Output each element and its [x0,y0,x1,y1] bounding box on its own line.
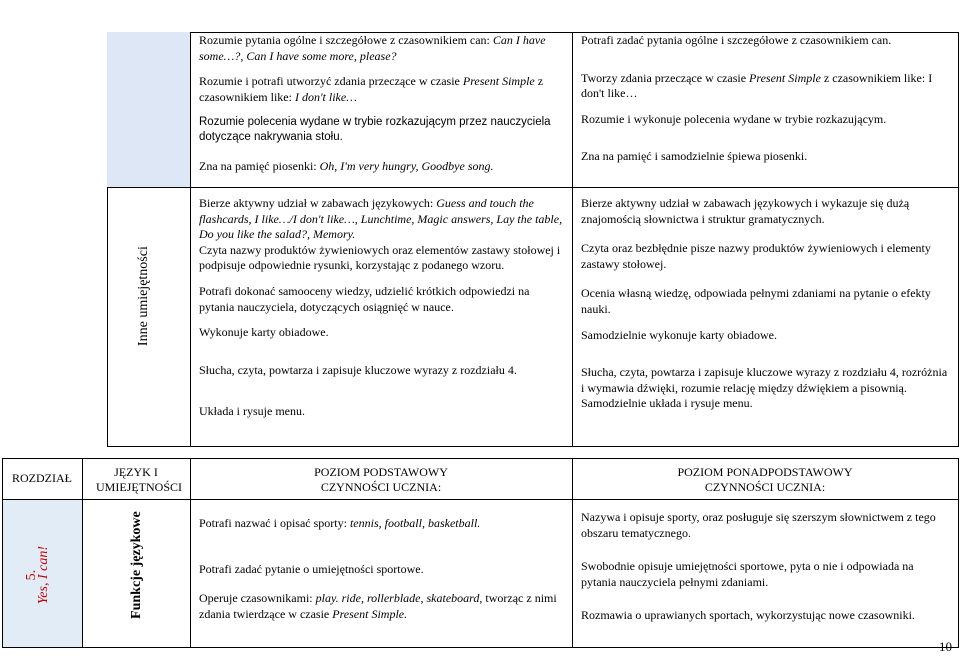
chapter-title: Yes, I can! [35,546,51,605]
header-advanced-level: POZIOM PONADPODSTAWOWY CZYNNOŚCI UCZNIA: [677,465,853,494]
lower-right-p2: Swobodnie opisuje umiejętności sportowe, pyta o nie i odpowiada na pytania nauczyciela pełnymi zdaniami. [581,559,914,589]
mid-right-p6: Samodzielnie układa i rysuje menu. [581,396,753,411]
header-basic-level: POZIOM PODSTAWOWY CZYNNOŚCI UCZNIA: [314,465,448,494]
skill-label: Funkcje językowe [128,511,144,619]
mid-left-p6: Układa i rysuje menu. [199,404,305,419]
lower-left-p3: Operuje czasownikami: play. ride, rollerblade, skateboard, tworząc z nimi zdania twierdzące w czasie Present Simple. [199,591,557,621]
top-right-p3: Rozumie i wykonuje polecenia wydane w trybie rozkazującym. [581,111,887,126]
mid-right-cell [575,196,957,422]
section-label: Inne umiejętności [135,246,151,347]
header-chapter: ROZDZIAŁ [12,471,72,485]
lower-right-cell [575,510,957,634]
mid-left-p1: Bierze aktywny udział w zabawach językowych: Guess and touch the flashcards, I like…/I don't like…, Lunchtime, Magic answers, Lay the table, Do you like the salad?, Memory. [199,196,563,242]
top-right-p4: Zna na pamięć i samodzielnie śpiewa piosenki. [581,149,808,164]
top-left-p1: Rozumie pytania ogólne i szczegółowe z czasownikiem can: Can I have some…?, Can I have some more, please? [199,33,546,63]
top-left-p4: Zna na pamięć piosenki: Oh, I'm very hungry, Goodbye song. [199,159,494,174]
mid-left-p3: Potrafi dokonać samooceny wiedzy, udzielić krótkich odpowiedzi na pytania nauczyciela, dotyczących osiągnięć w nauce. [199,283,530,314]
lower-left-cell [193,516,571,632]
top-left-p2: Rozumie i potrafi utworzyć zdania przeczące w czasie Present Simple z czasownikiem like: I don't like… [199,74,544,104]
mid-left-p4: Wykonuje karty obiadowe. [199,325,329,340]
mid-left-cell [193,196,571,430]
lower-right-p1: Nazywa i opisuje sporty, oraz posługuje się szerszym słownictwem z tego obszaru tematycznego. [581,510,936,540]
header-language-skills: JĘZYK I UMIEJĘTNOŚCI [96,465,182,494]
top-right-p1: Potrafi zadać pytania ogólne i szczegółowe z czasownikiem can. [581,33,892,47]
top-left-cell [193,33,571,185]
mid-right-p5: Słucha, czyta, powtarza i zapisuje kluczowe wyrazy z rozdziału 4, rozróżnia i wymawia dźwięki, rozumie relację między dźwiękiem a pisownią. [581,365,948,395]
lower-left-p2: Potrafi zadać pytanie o umiejętności sportowe. [199,561,424,576]
page-number: 10 [939,639,952,654]
top-right-p2: Tworzy zdania przeczące w czasie Present Simple z czasownikiem like: I don't like… [581,70,933,101]
lower-right-p3: Rozmawia o uprawianych sportach, wykorzystując nowe czasowniki. [581,608,915,623]
mid-right-p2: Czyta oraz bezbłędnie pisze nazwy produktów żywieniowych i elementy zastawy stołowej. [581,241,931,271]
mid-right-p4: Samodzielnie wykonuje karty obiadowe. [581,327,777,342]
lower-left-p1: Potrafi nazwać i opisać sporty: tennis, football, basketball. [199,516,481,530]
chapter-number: 5. [23,569,39,581]
mid-left-p2: Czyta nazwy produktów żywieniowych oraz elementów zastawy stołowej i podpisuje odpowiednie rysunki, korzystając z podanego wzoru. [199,242,561,273]
mid-left-p5: Słucha, czyta, powtarza i zapisuje kluczowe wyrazy z rozdziału 4. [199,362,517,377]
top-left-p3: Rozumie polecenia wydane w trybie rozkazującym przez nauczyciela dotyczące nakrywania stołu. [199,116,551,144]
top-right-cell [575,33,957,175]
mid-right-p1: Bierze aktywny udział w zabawach językowych i wykazuje się dużą znajomością słownictwa i struktur gramatycznych. [581,196,910,226]
mid-right-p3: Ocenia własną wiedzę, odpowiada pełnymi zdaniami na pytanie o efekty nauki. [581,286,931,316]
